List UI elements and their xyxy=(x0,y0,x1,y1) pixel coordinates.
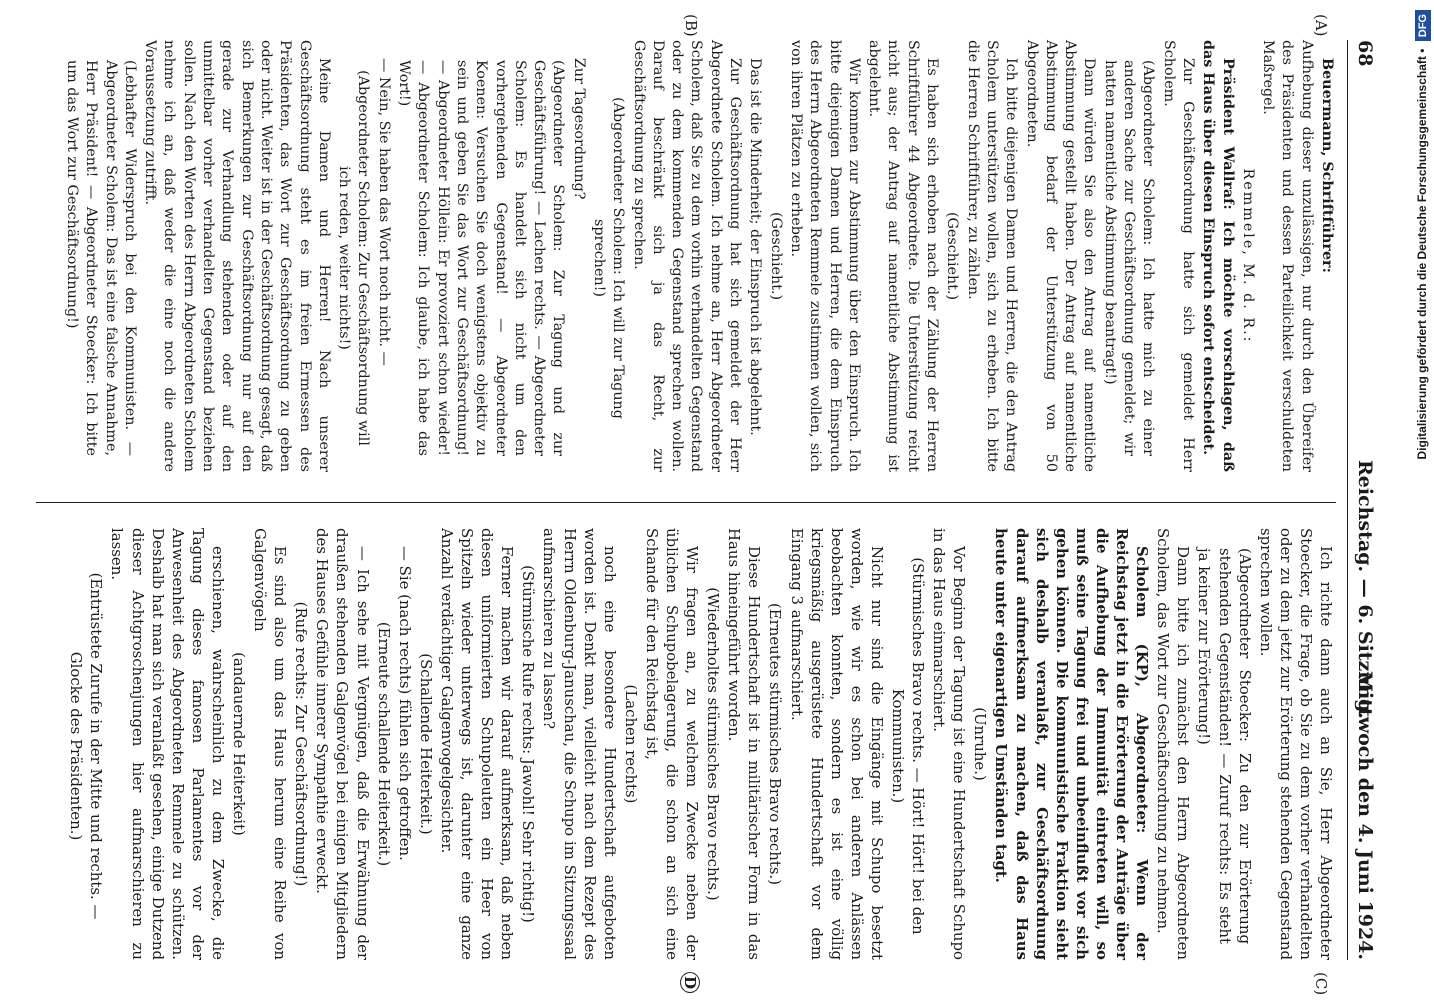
dfg-logo: DFG xyxy=(1415,10,1431,41)
right-column-paragraph: (Unruhe.) xyxy=(971,707,990,781)
left-column-paragraph: Meine Damen und Herren! Nach unserer Geschäftsordnung steht es im freien Ermessen des Präsidenten, das Wort zur Geschäftsordnung zu geben oder nicht. Weiter ist in der Geschäftsordnung gesagt, daß sich Bemerkungen zur Geschäftsordnung nur auf den gerade zur Verhandlung stehenden oder auf den unmittelbar vorher verhandelten Gegenstand beziehen sollen. Nach den Worten des Herrn Abgeordneten Scholem nehme ich an, daß weder die eine noch die andere Voraussetzung zutrifft. xyxy=(142,40,332,472)
right-column-paragraph: Vor Beginn der Tagung ist eine Hundertschaft Schupo in das Haus einmarschiert. xyxy=(930,528,969,960)
left-column-paragraph: (Abgeordneter Scholem: Ich hatte mich zu einer anderen Sache zur Geschäftsordnung gemeldet; wir hatten namentliche Abstimmung beantragt!) xyxy=(1101,60,1157,456)
page-number: 68 xyxy=(1354,40,1376,67)
right-column-paragraph: Wir fragen an, zu welchem Zwecke neben der üblichen Schupobelagerung, die schon an sich eine Schande für den Reichstag ist, xyxy=(642,528,702,960)
funding-note xyxy=(1412,10,1432,990)
right-column-paragraph xyxy=(991,528,1152,960)
left-column-paragraph: — Nein, Sie haben das Wort noch nicht. — xyxy=(375,58,392,366)
left-column-paragraph: (Geschieht.) xyxy=(767,211,784,301)
header-left-title: Reichstag. — 6. Sitzung. xyxy=(1354,460,1376,719)
left-column-paragraph: Wir kommen zur Abstimmung über den Einspruch. Ich bitte diejenigen Damen und Herren, die dem Einspruch des Herrn Abgeordneten Remmele zustimmen wollen, sich von ihren Plätzen zu erheben. xyxy=(787,40,862,472)
right-column-paragraph: (Entrüstete Zurufe in der Mitte und rechts. — Glocke des Präsidenten.) xyxy=(67,572,106,920)
margin-mark-d: D xyxy=(680,972,700,993)
left-column-paragraph: (Lebhafter Widerspruch bei den Kommunisten. — Abgeordneter Scholem: Das ist eine falsche Annahme, Herr Präsident! — Abgeordneter Stoecker: Ich bitte um das Wort zur Geschäftsordnung!) xyxy=(64,60,138,456)
speaker-name: Scholem (KP), Abgeordneter: Wenn der Reichstag jetzt in die Erörterung der Anträge über die Aufhebung der Immunität eintreten will, so muß seine Tagung frei und unbeeinflußt vor sich gehen können. Die kommunistische Fraktion sieht sich deshalb veranlaßt, zur Geschäftsordnung darauf aufmerksam zu machen, daß das Haus heute unter eigenartigen Umständen tagt. xyxy=(992,528,1152,960)
header-right-title: Mittwoch den 4. Juni 1924. xyxy=(1354,670,1376,960)
left-column-paragraph: Aufhebung dieser unzulässigen, nur durch den Übereifer des Präsidenten und dessen Parteilichkeit verschuldeten Maßregel. xyxy=(1260,40,1315,472)
page-header xyxy=(1347,40,1378,960)
speaker-name: Beuermann, Schriftführer: xyxy=(1319,58,1335,273)
right-column-paragraph: Diese Hundertschaft ist in militärischer Form in das Haus hineingeführt worden. xyxy=(725,528,764,960)
left-column-paragraph: Das ist die Minderheit; der Einspruch ist abgelehnt. xyxy=(747,58,764,436)
margin-mark-c: (C) xyxy=(1312,972,1330,996)
right-column-paragraph: (Erneute schallende Heiterkeit.) xyxy=(374,621,393,867)
left-column-paragraph: Zur Geschäftsordnung hat sich gemeldet der Herr Abgeordnete Scholem. Ich nehme an, Herr Abgeordneter Scholem, daß Sie zu dem vorhin verhandelten Gegenstand oder zu dem kommenden Gegenstand sprechen wollen. Darauf beschränkt sich ja das Recht, zur Geschäftsordnung zu sprechen. xyxy=(630,40,744,472)
left-column-paragraph: Ich bitte diejenigen Damen und Herren, die den Antrag Scholem unterstützen wollen, sich zu erheben. Ich bitte die Herren Schriftführer, zu zählen. xyxy=(964,40,1020,472)
right-column-paragraph: (Lachen rechts) xyxy=(621,684,640,804)
right-column-paragraph: Ich richte dann auch an Sie, Herr Abgeordneter Stoecker, die Frage, ob Sie zu dem vorher verhandelten oder zu dem jetzt zur Erörterung stehenden Gegenstand sprechen wollen. xyxy=(1256,528,1335,960)
right-column-paragraph: (andauernde Heiterkeit) xyxy=(230,652,249,836)
right-column-paragraph: Es sind also um das Haus herum eine Reihe von Galgenvögeln xyxy=(251,528,290,960)
left-column-paragraph: Dann würden Sie also den Antrag auf namentliche Abstimmung gestellt haben. Der Antrag auf namentliche Abstimmung bedarf der Unterstützung von 50 Abgeordneten. xyxy=(1023,40,1098,472)
right-column-paragraph: (Erneutes stürmisches Bravo rechts.) xyxy=(766,602,785,885)
left-column-paragraph: Zur Geschäftsordnung hatte sich gemeldet Herr Scholem. xyxy=(1160,40,1196,472)
left-column-paragraph: Zur Tagesordnung? xyxy=(570,58,587,200)
right-column-paragraph: Ferner machen wir darauf aufmerksam, daß neben diesen uniformierten Schupoleuten ein Heer von Spitzeln wieder unterwegs ist, darunter eine ganze Anzahl verdächtiger Galgenvogelgesichter. xyxy=(437,528,517,960)
right-column xyxy=(65,528,1336,960)
column-divider xyxy=(36,502,1336,503)
left-column-paragraph: Remmele, M. d. R.: xyxy=(1239,168,1256,344)
right-column-paragraph: — Ich sehe mit Vergnügen, daß die Erwähnung der draußen stehenden Galgenvögel bei einigen Mitgliedern des Hauses Gefühle innerer Sympathie erweckt. xyxy=(313,528,372,960)
left-column-paragraph xyxy=(1198,40,1237,472)
right-column-paragraph: Dann bitte ich zunächst den Herrn Abgeordneten Scholem, das Wort zur Geschäftsordnung zu nehmen. xyxy=(1154,528,1193,960)
side-note xyxy=(1412,10,1432,990)
right-column-paragraph: (Stürmisches Bravo rechts. — Hört! Hört! bei den Kommunisten.) xyxy=(889,557,928,935)
speaker-name: Präsident Wallraf: Ich möchte vorschlagen, daß das Haus über diesen Einspruch sofort entscheidet. xyxy=(1200,40,1236,472)
right-column-paragraph: (Rufe rechts: Zur Geschäftsordnung!) xyxy=(292,601,311,887)
right-column-paragraph: — Sie (nach rechts) fühlen sich getroffen. xyxy=(395,546,414,861)
margin-mark-b: (B) xyxy=(682,14,700,37)
right-column-paragraph: (Schallende Heiterkeit.) xyxy=(416,653,435,835)
left-column-paragraph: (Abgeordneter Scholem: Ich will zur Tagung sprechen!) xyxy=(591,97,627,419)
left-column-paragraph: (Abgeordneter Scholem: Zur Geschäftsordnung will ich reden, weiter nichts!) xyxy=(336,70,372,446)
margin-mark-a: (A) xyxy=(1312,14,1330,37)
left-column xyxy=(61,40,1336,472)
right-column-paragraph: (Wiederholtes stürmisches Bravo rechts.) xyxy=(704,587,723,901)
right-column-paragraph: erschienen, wahrscheinlich zu dem Zwecke, die Tagung dieses famosen Parlamentes vor der Anwesenheit des Abgeordneten Remmele zu schützen. Deshalb hat man sich veranlaßt gesehen, einige Dutzend dieser Achtgroschenjungen hier aufmarschieren zu lassen. xyxy=(108,528,227,960)
right-column-paragraph: (Abgeordneter Stoecker: Zu den zur Erörterung stehenden Gegenständen! — Zuruf rechts: Es steht ja keiner zur Erörterung!) xyxy=(1195,548,1254,944)
left-column-paragraph: (Geschieht.) xyxy=(944,211,961,301)
left-column-paragraph: Es haben sich erhoben nach der Zählung der Herren Schriftführer 44 Abgeordnete. Die Unterstützung reicht nicht aus; der Antrag auf namentliche Abstimmung ist abgelehnt. xyxy=(866,40,941,472)
left-column-paragraph xyxy=(1317,40,1336,472)
right-column-paragraph: (Stürmische Rufe rechts: Jawohl! Sehr richtig!) xyxy=(519,565,538,923)
right-column-paragraph: noch eine besondere Hundertschaft aufgeboten worden ist. Denkt man, vielleicht nach dem Rezept des Herrn Oldenburg-Januschau, die Schupo im Sitzungssaal aufmarschieren zu lassen? xyxy=(540,528,619,960)
left-column-paragraph: (Abgeordneter Scholem: Zur Tagung und zur Geschäftsführung! — Lachen rechts. — Abgeordneter Scholem: Es handelt sich nicht um den vorhergehenden Gegenstand! — Abgeordneter Koenen: Versuchen Sie doch wenigstens objektiv zu sein und geben Sie das Wort zur Geschäftsordnung! — Abgeordneter Höllein: Er provoziert schon wieder! — Abgeordneter Scholem: Ich glaube, ich habe das Wort!) xyxy=(396,60,567,456)
funding-text: Digitalisierung gefördert durch die Deutsche Forschungsgemeinschaft • xyxy=(1415,48,1429,460)
right-column-paragraph: Nicht nur sind die Eingänge mit Schupo besetzt worden, wie wir es schon bei anderen Anlässen beobachten konnten, sondern es ist eine völlig kriegsmäßig ausgerüstete Hundertschaft vor dem Eingang 3 aufmarschiert. xyxy=(787,528,886,960)
